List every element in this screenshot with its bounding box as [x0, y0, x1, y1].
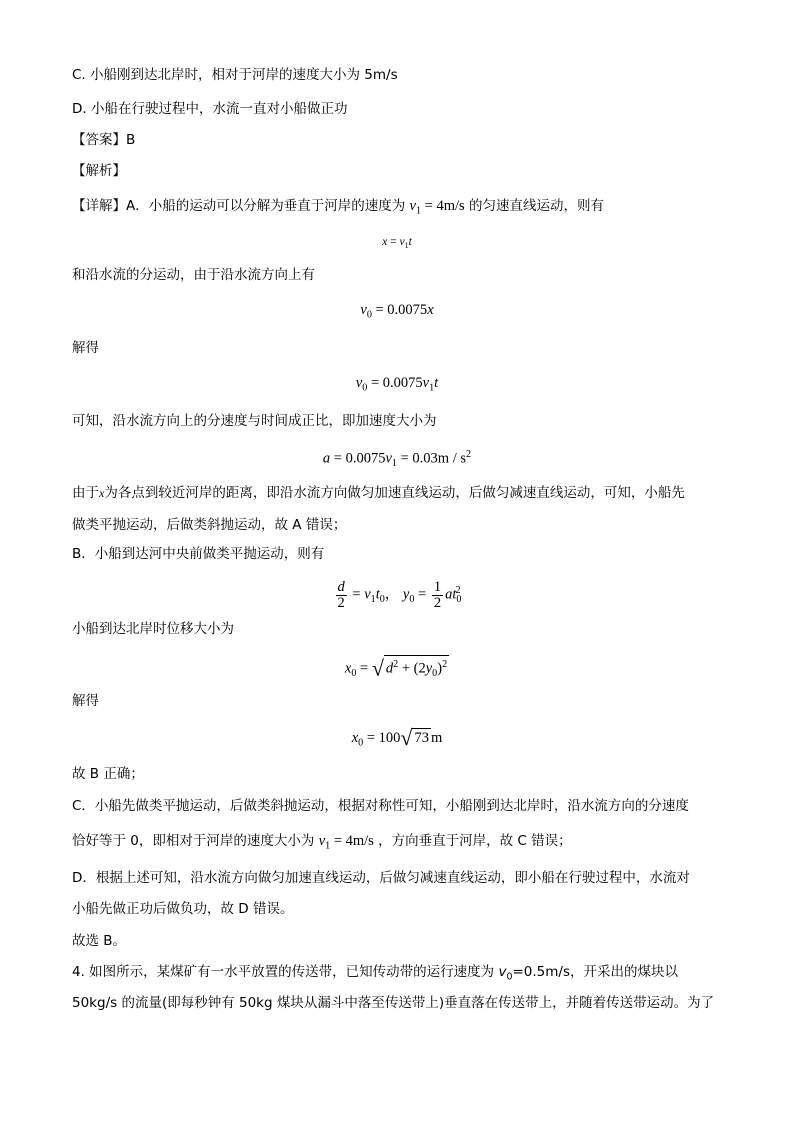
text-known: 可知，沿水流方向上的分速度与时间成正比，即加速度大小为: [72, 413, 437, 429]
text-b-correct: 故 B 正确；: [72, 766, 144, 782]
equation-half-d: $\frac{d}{2}$ = $v_1t_0$， $y_0$ = $\frac{1}{2}$ $at_0^2$: [337, 578, 462, 611]
equation-x0-sqrt: $x_0$ = √ $d^2 + (2y_0)^2$: [344, 655, 448, 681]
question-4-line-2: 50kg/s 的流量(即每秒钟有 50kg 煤块从漏斗中落至传送带上)垂直落在传送带上，并随着传送带运动。为了: [72, 995, 715, 1011]
v1-inline-formula: $v_1 = 4m/s$: [409, 198, 465, 217]
text-d-1: D．根据上述可知，沿水流方向做匀加速直线运动，后做匀减速直线运动，即小船在行驶过程中，水流对: [72, 870, 690, 886]
option-c: C. 小船刚到达北岸时，相对于河岸的速度大小为 5m/s: [72, 67, 398, 83]
text-c-1: C．小船先做类平抛运动，后做类斜抛运动，根据对称性可知，小船刚到达北岸时，沿水流方向的分速度: [72, 798, 689, 814]
text-solve-1: 解得: [72, 340, 99, 356]
equation-x-v1t: $x = v_1t$: [382, 236, 412, 250]
v1-c-formula: $v_1 = 4m/s$: [318, 833, 374, 852]
text-and: 和沿水流的分运动，由于沿水流方向上有: [72, 267, 315, 283]
text-since: 由于x为各点到较近河岸的距离，即沿水流方向做匀加速直线运动，后做匀减速直线运动，可知，小船先: [72, 485, 685, 501]
detail-a-pre: 【详解】A．小船的运动可以分解为垂直于河岸的速度为: [72, 198, 406, 214]
text-throw: 做类平抛运动，后做类斜抛运动，故 A 错误；: [72, 517, 347, 533]
equation-v0-v1t: $v_0 = 0.0075v_1t$: [355, 375, 439, 394]
question-4-line-1: 4. 如图所示，某煤矿有一水平放置的传送带，已知传动带的运行速度为 $v_0=0.5m/s$，开采出的煤块以: [72, 964, 678, 983]
detail-a-post: 的匀速直线运动，则有: [468, 198, 604, 214]
detail-a-line: [72, 197, 604, 221]
equation-acceleration: $a = 0.0075v_1 = 0.03m / s^2$: [322, 449, 472, 470]
equation-x0-value: $x_0 = 100√$ 73 m: [351, 725, 443, 750]
text-displacement: 小船到达北岸时位移大小为: [72, 621, 234, 637]
equation-v0-x: $v_0 = 0.0075x$: [360, 302, 434, 321]
text-choose: 故选 B。: [72, 933, 127, 949]
option-d: D. 小船在行驶过程中，水流一直对小船做正功: [72, 101, 348, 117]
text-c-2: 恰好等于 0，即相对于河岸的速度大小为 $v_1 = 4m/s$ ，方向垂直于河岸，故 C 错误；: [72, 833, 572, 852]
answer-label: 【答案】B: [72, 132, 136, 148]
text-b: B．小船到达河中央前做类平抛运动，则有: [72, 546, 325, 562]
analysis-label: 【解析】: [72, 163, 126, 179]
text-solve-2: 解得: [72, 693, 99, 709]
text-d-2: 小船先做正功后做负功，故 D 错误。: [72, 901, 294, 917]
